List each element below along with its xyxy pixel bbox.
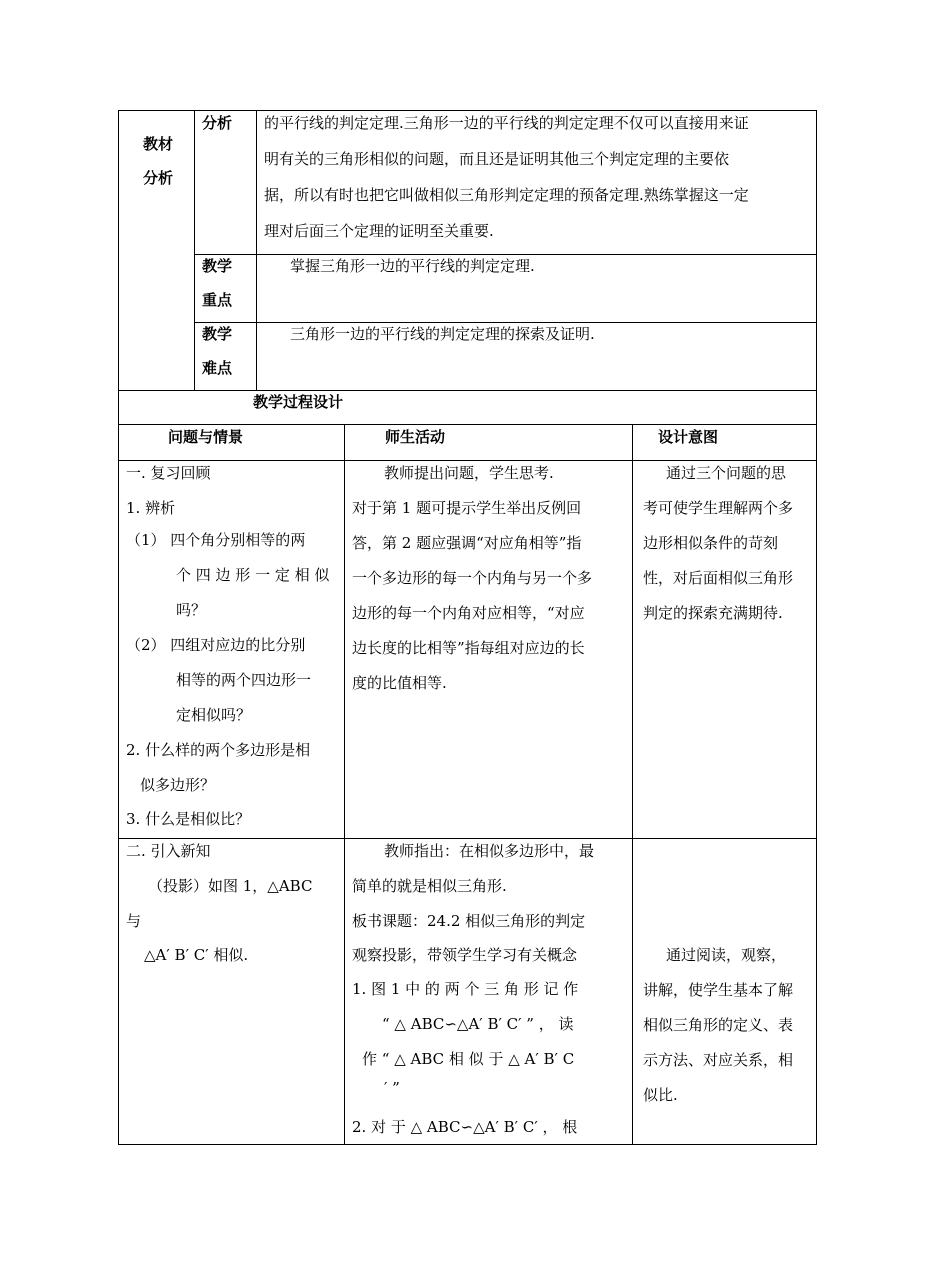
activity-line: 作 “ △ ABC 相 似 于 △ A′ B′ C — [362, 1050, 575, 1068]
key-point-text: 掌握三角形一边的平行线的判定定理. — [290, 257, 535, 275]
section-label-line: 教材 — [142, 135, 173, 153]
activity-line: 板书课题：24.2 相似三角形的判定 — [352, 912, 586, 930]
activity-line: 简单的就是相似三角形. — [352, 877, 507, 895]
intent-line: 考可使学生理解两个多 — [643, 499, 794, 517]
activity-line: 教师提出问题，学生思考. — [384, 464, 554, 482]
table-rule — [118, 390, 817, 391]
activity-line: 教师指出：在相似多边形中，最 — [384, 842, 595, 860]
header-situation: 问题与情景 — [168, 428, 244, 446]
table-rule — [632, 424, 633, 1145]
table-border-right — [816, 110, 817, 1145]
row-label-difficulty: 难点 — [202, 359, 233, 377]
intro-line: 与 — [126, 912, 142, 930]
row-label-key-point: 教学 — [202, 257, 233, 275]
intro-line: 二. 引入新知 — [126, 842, 211, 860]
table-border-left — [118, 110, 119, 1145]
intent-line: 边形相似条件的苛刻 — [643, 534, 779, 552]
activity-line: 一个多边形的每一个内角与另一个多 — [352, 569, 593, 587]
intent-line: 示方法、对应关系，相 — [643, 1051, 794, 1069]
table-rule — [344, 424, 345, 1145]
row-label-key-point: 重点 — [202, 291, 233, 309]
table-rule — [256, 110, 257, 390]
activity-line: 2. 对 于 △ ABC∽△A′ B′ C′ ， 根 — [352, 1118, 578, 1136]
header-intent: 设计意图 — [658, 428, 719, 446]
header-activity: 师生活动 — [385, 428, 446, 446]
intent-line: 性，对后面相似三角形 — [643, 569, 794, 587]
intent-line: 通过阅读，观察， — [666, 946, 787, 964]
process-title: 教学过程设计 — [253, 393, 344, 411]
activity-line: 边形的每一个内角对应相等，“对应 — [352, 604, 585, 622]
intent-line: 讲解，使学生基本了解 — [643, 981, 794, 999]
review-line: 3. 什么是相似比？ — [126, 810, 251, 828]
table-rule — [194, 110, 195, 390]
review-line: （2） 四组对应边的比分别 — [126, 636, 306, 654]
activity-line: ′ ” — [384, 1079, 400, 1097]
intent-line: 通过三个问题的思 — [666, 464, 787, 482]
review-line: 吗？ — [176, 601, 207, 619]
review-line: 2. 什么样的两个多边形是相 — [126, 741, 311, 759]
activity-line: 边长度的比相等”指每组对应边的长 — [352, 639, 585, 657]
intro-line: △A′ B′ C′ 相似. — [144, 946, 249, 964]
activity-line: 对于第 1 题可提示学生举出反例回 — [352, 499, 582, 517]
review-line: 似多边形？ — [140, 776, 216, 794]
intent-line: 判定的探索充满期待. — [643, 604, 783, 622]
activity-line: “ △ ABC∽△A′ B′ C′ ” ， 读 — [382, 1015, 574, 1033]
activity-line: 答，第 2 题应强调“对应角相等”指 — [352, 534, 582, 552]
review-line: 定相似吗？ — [176, 706, 252, 724]
intent-line: 似比. — [643, 1086, 678, 1104]
review-line: 1. 辨析 — [126, 499, 176, 517]
section-label-line: 分析 — [142, 169, 173, 187]
difficulty-text: 三角形一边的平行线的判定定理的探索及证明. — [290, 325, 595, 343]
intent-line: 相似三角形的定义、表 — [643, 1016, 794, 1034]
analysis-line: 理对后面三个定理的证明至关重要. — [264, 222, 494, 240]
activity-line: 度的比值相等. — [352, 674, 447, 692]
review-line: 相等的两个四边形一 — [176, 671, 312, 689]
analysis-line: 据，所以有时也把它叫做相似三角形判定定理的预备定理.熟练掌握这一定 — [264, 186, 749, 204]
activity-line: 观察投影，带领学生学习有关概念 — [352, 946, 578, 964]
analysis-line: 的平行线的判定定理.三角形一边的平行线的判定定理不仅可以直接用来证 — [264, 114, 749, 132]
analysis-line: 明有关的三角形相似的问题，而且还是证明其他三个判定定理的主要依 — [264, 150, 730, 168]
intro-line: （投影）如图 1，△ABC — [148, 877, 313, 895]
row-label-analysis: 分析 — [202, 114, 233, 132]
review-line: 一. 复习回顾 — [126, 464, 211, 482]
activity-line: 1. 图 1 中 的 两 个 三 角 形 记 作 — [352, 980, 579, 998]
row-label-difficulty: 教学 — [202, 325, 233, 343]
review-line: （1） 四个角分别相等的两 — [126, 531, 306, 549]
review-line: 个 四 边 形 一 定 相 似 — [176, 566, 330, 584]
